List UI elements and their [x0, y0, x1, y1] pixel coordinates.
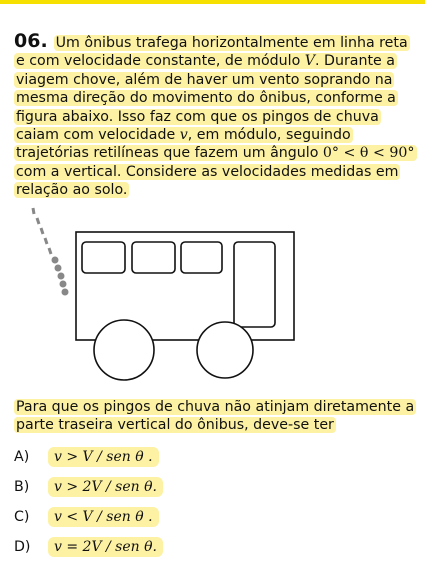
- option-a[interactable]: [14, 442, 414, 472]
- question-prompt: [14, 398, 419, 435]
- option-d-expression: v = 2V / sen θ.: [48, 537, 163, 557]
- rain-streak-4: [45, 238, 47, 244]
- question-text-part4: com a vertical. Considere as velocidades medidas em relação ao solo.: [16, 163, 399, 199]
- option-a-expression: v > V / sen θ .: [48, 447, 159, 467]
- option-b-expression: v > 2V / sen θ.: [48, 477, 163, 497]
- symbol-V: V: [304, 53, 316, 70]
- bus-door: [234, 242, 275, 327]
- option-c-expression: v < V / sen θ .: [48, 507, 159, 527]
- rain-drops: [33, 208, 68, 295]
- bus-wheel-front: [197, 322, 253, 378]
- question-text-part3: , em módulo, seguindo trajetórias retilíneas que fazem um ângulo: [16, 127, 351, 162]
- answer-options: [14, 442, 414, 562]
- option-b-letter: B): [14, 479, 30, 495]
- option-c-letter: C): [14, 509, 30, 525]
- question-number: 06.: [14, 30, 48, 52]
- prompt-text: Para que os pingos de chuva não atinjam diretamente a parte traseira vertical do ônibus, deve-se ter: [16, 399, 415, 434]
- bus-figure: [0, 200, 425, 390]
- option-c[interactable]: [14, 502, 414, 532]
- rain-drop-2: [55, 265, 61, 271]
- bus-window-2: [132, 242, 175, 273]
- rain-drop-1: [52, 257, 58, 263]
- rain-drop-5: [62, 289, 68, 295]
- bus-window-3: [181, 242, 222, 273]
- bus-window-1: [82, 242, 125, 273]
- question-text: [14, 32, 419, 200]
- rain-streak-5: [49, 248, 51, 254]
- option-d-letter: D): [14, 539, 31, 555]
- option-a-letter: A): [14, 449, 30, 465]
- bus-wheel-rear: [94, 320, 154, 380]
- rain-streak-1: [33, 208, 34, 214]
- question-text-part2: . Durante a viagem chove, além de haver um vento soprando na mesma direção do movimento do ônibus, conforme a figura abaixo. Isso faz com que os pingos de chuva caiam com velocidade: [16, 53, 396, 144]
- rain-streak-3: [41, 228, 43, 234]
- angle-expression: 0° < θ < 90°: [322, 145, 415, 162]
- top-accent-bar: [0, 0, 425, 4]
- question-text-part1: Um ônibus trafega horizontalmente em linha reta e com velocidade constante, de módulo: [16, 35, 408, 70]
- symbol-v: v: [179, 127, 188, 144]
- option-b[interactable]: [14, 472, 414, 502]
- rain-drop-4: [60, 281, 66, 287]
- rain-streak-2: [37, 218, 39, 224]
- rain-drop-3: [58, 273, 64, 279]
- option-d[interactable]: [14, 532, 414, 562]
